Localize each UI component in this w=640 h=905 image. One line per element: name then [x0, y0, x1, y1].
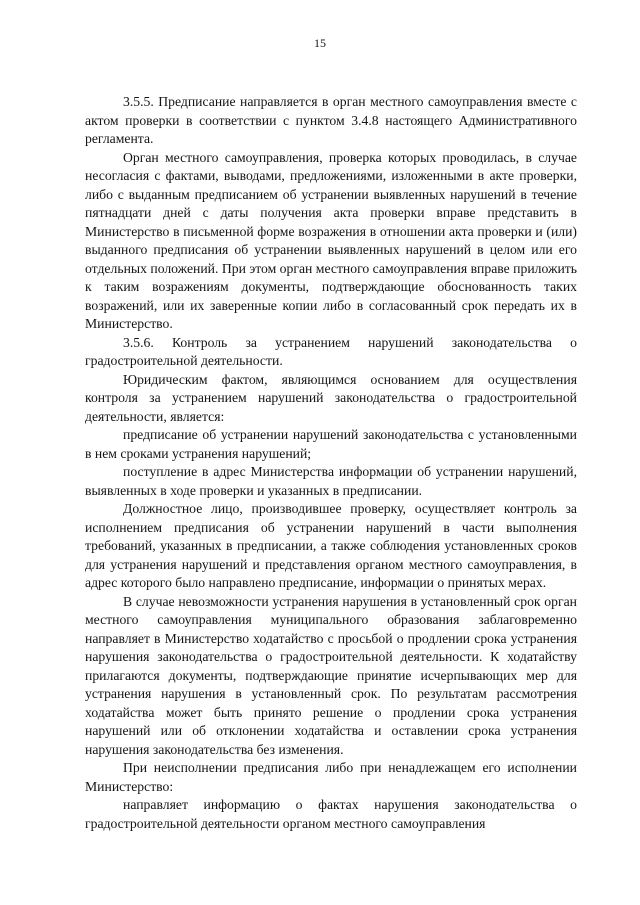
paragraph-list-item-prescription: предписание об устранении нарушений законодательства с установленными в нем сроками устранения нарушений; — [85, 427, 577, 461]
paragraph-non-compliance: При неисполнении предписания либо при ненадлежащем его исполнении Министерство: — [85, 760, 577, 794]
paragraph-objections: Орган местного самоуправления, проверка которых проводилась, в случае несогласия с фактами, выводами, предложениями, изложенными в акте проверки, либо с выданным предписанием об устранении выявленных нарушений в течение пятнадцати дней с даты получения акта проверки вправе представить в Министерство в письменной форме возражения в отношении акта проверки и (или) выданного предписания об устранении выявленных нарушений в целом или его отдельных положений. При этом орган местного самоуправления вправе приложить к таким возражениям документы, подтверждающие обоснованность таких возражений, или их заверенные копии либо в согласованный срок передать их в Министерство. — [85, 149, 577, 331]
paragraph-list-item-information: поступление в адрес Министерства информации об устранении нарушений, выявленных в ходе проверки и указанных в предписании. — [85, 464, 577, 498]
paragraph-3-5-6: 3.5.6. Контроль за устранением нарушений законодательства о градостроительной деятельности. — [85, 334, 577, 368]
paragraph-official-control: Должностное лицо, производившее проверку, осуществляет контроль за исполнением предписания об устранении нарушений в части выполнения требований, указанных в предписании, а также соблюдения установленных сроков для устранения нарушений и представления органом местного самоуправления, в адрес которого было направлено предписание, информации о принятых мерах. — [85, 501, 577, 590]
document-body — [85, 93, 577, 833]
paragraph-3-5-5: 3.5.5. Предписание направляется в орган местного самоуправления вместе с актом проверки в соответствии с пунктом 3.4.8 настоящего Административного регламента. — [85, 94, 577, 146]
paragraph-legal-fact: Юридическим фактом, являющимся основанием для осуществления контроля за устранением нарушений законодательства о градостроительной деятельности, является: — [85, 371, 577, 424]
paragraph-extension-request: В случае невозможности устранения нарушения в установленный срок орган местного самоуправления муниципального образования заблаговременно направляет в Министерство ходатайство с просьбой о продлении срока устранения нарушения законодательства о градостроительной деятельности. К ходатайству прилагаются документы, подтверждающие принятие исчерпывающих мер для устранения нарушения в установленный срок. По результатам рассмотрения ходатайства может быть принято решение о продлении срока устранения нарушений или об отклонении ходатайства и оставлении срока устранения нарушения законодательства без изменения. — [85, 593, 577, 757]
page-number: 15 — [314, 36, 326, 50]
paragraph-sends-information: направляет информацию о фактах нарушения законодательства о градостроительной деятельности органом местного самоуправления — [85, 797, 577, 831]
